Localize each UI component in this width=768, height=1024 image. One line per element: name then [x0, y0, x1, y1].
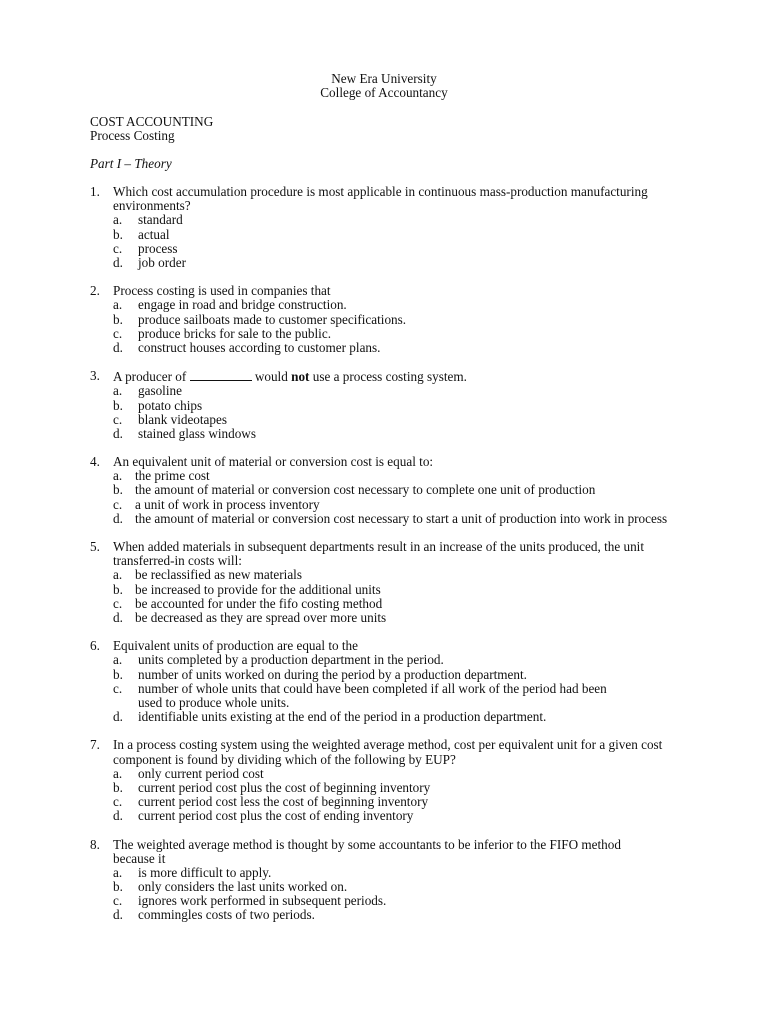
question-text: In a process costing system using the weighted average method, cost per equivalent unit for a given cost component is found by dividing which of the following by EUP?: [113, 737, 663, 767]
option-letter: b.: [113, 482, 123, 498]
option-b: [90, 483, 690, 497]
option-d: [90, 809, 690, 823]
option-letter: b.: [113, 581, 123, 597]
option-text: the amount of material or conversion cost necessary to complete one unit of production: [135, 482, 596, 498]
option-letter: d.: [113, 510, 123, 526]
option-text: current period cost plus the cost of beginning inventory: [138, 779, 431, 795]
option-a: [90, 469, 690, 483]
question-text: Process costing is used in companies that: [113, 283, 331, 299]
option-letter: c.: [113, 680, 123, 696]
question-text: Equivalent units of production are equal to the: [113, 638, 358, 654]
option-letter: d.: [113, 339, 123, 355]
option-text: gasoline: [138, 383, 182, 399]
option-d: [90, 710, 690, 724]
option-text: engage in road and bridge construction.: [138, 297, 347, 313]
option-letter: d.: [113, 808, 123, 824]
option-a: [90, 653, 690, 667]
option-text: be decreased as they are spread over more units: [135, 610, 387, 625]
option-letter: a.: [113, 468, 123, 484]
question-number: 2.: [90, 283, 100, 299]
option-d: [90, 512, 690, 526]
option-text: units completed by a production department in the period.: [138, 652, 444, 668]
option-letter: a.: [113, 567, 123, 583]
question-text-middle: would: [254, 369, 288, 385]
option-text: is more difficult to apply.: [138, 864, 272, 880]
option-c: [90, 682, 690, 710]
option-letter: c.: [113, 595, 123, 611]
option-text: only current period cost: [138, 765, 264, 781]
option-letter: b.: [113, 666, 123, 682]
option-a: [90, 298, 690, 312]
college-name: College of Accountancy: [320, 85, 448, 101]
option-text: number of whole units that could have been completed if all work of the period had been used to produce whole units.: [138, 680, 607, 710]
option-letter: b.: [113, 879, 123, 895]
option-text: current period cost less the cost of beginning inventory: [138, 794, 429, 810]
question-text: An equivalent unit of material or conversion cost is equal to:: [113, 454, 434, 470]
question-4: [90, 455, 690, 526]
question-text: When added materials in subsequent departments result in an increase of the units produced, the unit transferred-in costs will:: [113, 539, 645, 569]
option-text: a unit of work in process inventory: [135, 496, 320, 512]
option-b: [90, 313, 690, 327]
option-letter: c.: [113, 325, 123, 341]
option-b: [90, 880, 690, 894]
option-text: produce bricks for sale to the public.: [138, 325, 331, 341]
question-number: 3.: [90, 368, 100, 384]
option-c: [90, 498, 690, 512]
course-heading: [90, 115, 213, 143]
question-2: [90, 284, 690, 355]
option-b: [90, 583, 690, 597]
question-number: 1.: [90, 184, 100, 199]
option-text: job order: [138, 254, 186, 270]
option-letter: b.: [113, 311, 123, 327]
question-8: [90, 838, 690, 923]
option-c: [90, 597, 690, 611]
question-number: 7.: [90, 737, 100, 753]
option-letter: a.: [113, 765, 123, 781]
option-letter: d.: [113, 425, 123, 441]
option-text: blank videotapes: [138, 411, 227, 427]
question-list: [90, 185, 690, 937]
question-7: [90, 738, 690, 823]
option-text: stained glass windows: [138, 425, 256, 441]
option-c: [90, 327, 690, 341]
option-a: [90, 213, 690, 227]
option-a: [90, 866, 690, 880]
option-d: [90, 908, 690, 922]
option-letter: a.: [113, 383, 123, 399]
option-letter: b.: [113, 397, 123, 413]
option-d: [90, 427, 690, 441]
fill-in-blank: [190, 369, 252, 381]
question-number: 5.: [90, 539, 100, 555]
option-text: actual: [138, 226, 170, 242]
option-letter: a.: [113, 297, 123, 313]
option-letter: b.: [113, 226, 123, 242]
question-number: 8.: [90, 836, 100, 852]
course-title: COST ACCOUNTING: [90, 114, 214, 129]
question-text-prefix: A producer of: [113, 369, 187, 385]
option-text: identifiable units existing at the end of the period in a production department.: [138, 709, 547, 725]
option-text: potato chips: [138, 397, 203, 413]
option-letter: b.: [113, 779, 123, 795]
option-b: [90, 668, 690, 682]
option-text: ignores work performed in subsequent periods.: [138, 893, 387, 909]
option-c: [90, 795, 690, 809]
option-letter: a.: [113, 864, 123, 880]
question-text: [113, 369, 690, 384]
option-text: be accounted for under the fifo costing method: [135, 595, 383, 611]
option-a: [90, 384, 690, 398]
option-letter: d.: [113, 907, 123, 923]
question-6: [90, 639, 690, 724]
option-text: process: [138, 240, 178, 256]
option-text: the prime cost: [135, 468, 210, 484]
option-letter: d.: [113, 610, 123, 625]
option-letter: c.: [113, 893, 123, 909]
option-letter: c.: [113, 794, 123, 810]
question-text: The weighted average method is thought by some accountants to be inferior to the FIFO method because it: [113, 836, 621, 866]
option-b: [90, 399, 690, 413]
university-name: New Era University: [331, 71, 437, 86]
option-letter: c.: [113, 411, 123, 427]
question-5: [90, 540, 690, 625]
option-text: be reclassified as new materials: [135, 567, 302, 583]
option-d: [90, 341, 690, 355]
option-b: [90, 228, 690, 242]
course-subtitle: Process Costing: [90, 128, 175, 144]
option-a: [90, 767, 690, 781]
option-letter: a.: [113, 652, 123, 668]
option-letter: c.: [113, 240, 123, 256]
option-text: be increased to provide for the additional units: [135, 581, 381, 597]
question-number: 6.: [90, 638, 100, 654]
option-letter: d.: [113, 254, 123, 270]
option-text: construct houses according to customer plans.: [138, 339, 381, 355]
option-text: produce sailboats made to customer specifications.: [138, 311, 407, 327]
option-d: [90, 611, 690, 625]
option-c: [90, 894, 690, 908]
question-1: [90, 185, 690, 270]
question-number: 4.: [90, 454, 100, 470]
option-letter: d.: [113, 709, 123, 725]
option-text: number of units worked on during the period by a production department.: [138, 666, 527, 682]
option-text: standard: [138, 212, 183, 228]
option-d: [90, 256, 690, 270]
option-text: only considers the last units worked on.: [138, 879, 348, 895]
option-text: current period cost plus the cost of ending inventory: [138, 808, 414, 824]
option-b: [90, 781, 690, 795]
option-c: [90, 413, 690, 427]
option-letter: c.: [113, 496, 123, 512]
document-header: [0, 72, 768, 100]
question-text-suffix: use a process costing system.: [312, 369, 467, 385]
option-text: the amount of material or conversion cost necessary to start a unit of production into work in process: [135, 510, 668, 526]
question-3: [90, 369, 690, 441]
option-letter: a.: [113, 212, 123, 228]
question-text: Which cost accumulation procedure is most applicable in continuous mass-production manufacturing environments?: [113, 184, 648, 214]
option-text: commingles costs of two periods.: [138, 907, 315, 923]
option-c: [90, 242, 690, 256]
part-heading: Part I – Theory: [90, 156, 172, 171]
option-a: [90, 568, 690, 582]
question-text-emphasis: not: [291, 369, 310, 385]
